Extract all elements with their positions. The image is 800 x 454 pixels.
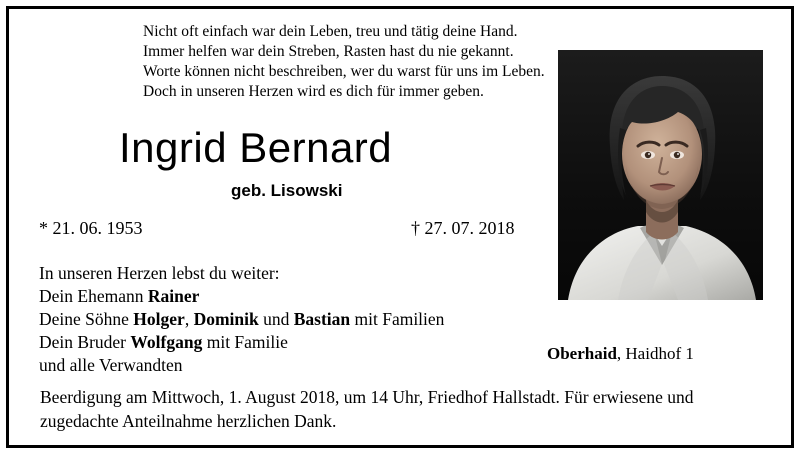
- birth-date: * 21. 06. 1953: [39, 218, 143, 238]
- message-sons: [39, 308, 769, 331]
- brother-prefix: Dein Bruder: [39, 332, 131, 352]
- place-town: Oberhaid: [547, 344, 617, 363]
- message-relatives: und alle Verwandten: [39, 355, 183, 375]
- sons-suffix: mit Familien: [350, 309, 445, 329]
- brother-suffix: mit Familie: [202, 332, 288, 352]
- portrait-photo: [558, 50, 763, 300]
- portrait-photo-image: [558, 50, 763, 300]
- husband-name: Rainer: [147, 286, 200, 306]
- verse-line-3: Worte können nicht beschreiben, wer du warst für uns im Leben.: [143, 63, 545, 80]
- son-name-3: Bastian: [293, 309, 351, 329]
- verse-line-2: Immer helfen war dein Streben, Rasten hast du nie gekannt.: [143, 43, 514, 60]
- son-name-2: Dominik: [193, 309, 259, 329]
- funeral-details-line-1: Beerdigung am Mittwoch, 1. August 2018, um 14 Uhr, Friedhof Hallstadt. Für erwiesene und: [40, 387, 694, 407]
- sons-separator-2: und: [258, 309, 294, 329]
- sons-prefix: Deine Söhne: [39, 309, 134, 329]
- funeral-details: [40, 385, 771, 433]
- deceased-name: Ingrid Bernard: [119, 124, 393, 171]
- husband-prefix: Dein Ehemann: [39, 286, 148, 306]
- sons-separator-1: ,: [184, 309, 194, 329]
- son-name-1: Holger: [133, 309, 185, 329]
- funeral-details-line-2: zugedachte Anteilnahme herzlichen Dank.: [40, 411, 337, 431]
- brother-name: Wolfgang: [130, 332, 203, 352]
- message-intro: In unseren Herzen lebst du weiter:: [39, 263, 280, 283]
- death-date: † 27. 07. 2018: [411, 218, 515, 238]
- maiden-name: geb. Lisowski: [231, 181, 343, 200]
- place-address: , Haidhof 1: [616, 344, 694, 363]
- verse-line-1: Nicht oft einfach war dein Leben, treu und tätig deine Hand.: [143, 23, 518, 40]
- verse-line-4: Doch in unseren Herzen wird es dich für immer geben.: [143, 83, 484, 100]
- place-line: [547, 344, 694, 364]
